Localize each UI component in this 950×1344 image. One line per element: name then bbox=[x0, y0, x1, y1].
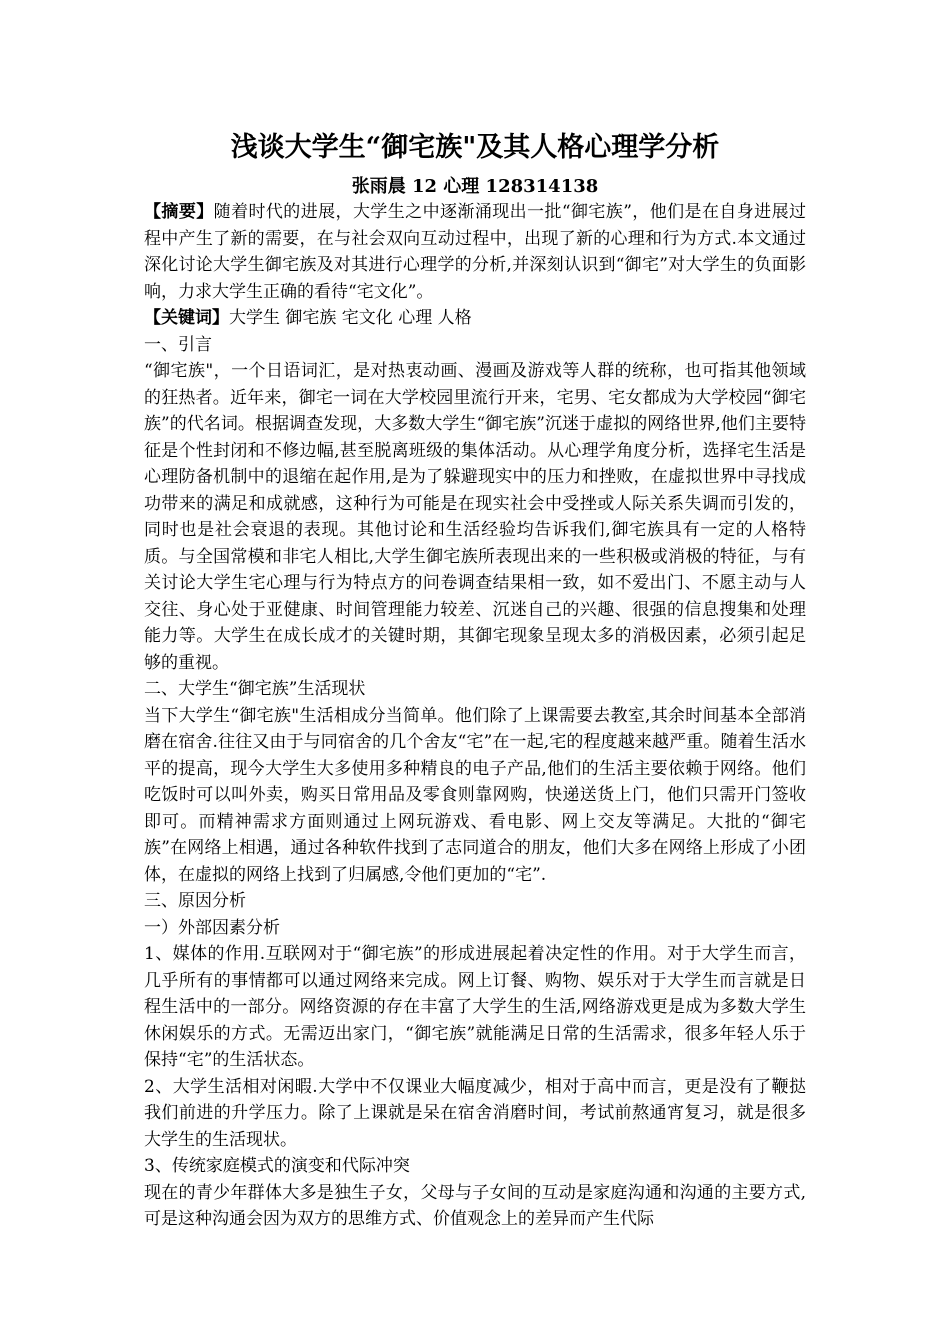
section-heading: 二、大学生“御宅族”生活现状 bbox=[144, 679, 366, 699]
document-title: 浅谈大学生“御宅族"及其人格心理学分析 bbox=[230, 132, 720, 163]
keywords-text: 大学生 御宅族 宅文化 心理 人格 bbox=[229, 308, 472, 328]
body-paragraph: 现在的青少年群体大多是独生子女，父母与子女间的互动是家庭沟通和沟通的主要方式,可是这种沟通会因为双方的思维方式、价值观念上的差异而产生代际 bbox=[144, 1182, 806, 1229]
keywords-paragraph bbox=[144, 305, 806, 332]
abstract-text: 随着时代的进展，大学生之中逐渐涌现出一批“御宅族”，他们是在自身进展过程中产生了新的需要，在与社会双向互动过程中，出现了新的心理和行为方式.本文通过深化讨论大学生御宅族及对其进行心理学的分析,并深刻认识到“御宅”对大学生的负面影响，力求大学生正确的看待“宅文化”。 bbox=[144, 202, 807, 302]
subsection-heading: 3、传统家庭模式的演变和代际冲突 bbox=[144, 1156, 410, 1176]
section-heading: 一、引言 bbox=[144, 334, 212, 355]
section-heading: 三、原因分析 bbox=[144, 891, 246, 911]
document-body bbox=[144, 199, 806, 1233]
body-paragraph: “御宅族"，一个日语词汇，是对热衷动画、漫画及游戏等人群的统称，也可指其他领域的狂热者。近年来，御宅一词在大学校园里流行开来，宅男、宅女都成为大学校园“御宅族”的代名词。根据调查发现，大多数大学生“御宅族”沉迷于虚拟的网络世界,他们主要特征是个性封闭和不修边幅,甚至脱离班级的集体活动。从心理学角度分析，选择宅生活是心理防备机制中的退缩在起作用,是为了躲避现实中的压力和挫败，在虚拟世界中寻找成功带来的满足和成就感，这种行为可能是在现实社会中受挫或人际关系失调而引发的，同时也是社会衰退的表现。其他讨论和生活经验均告诉我们,御宅族具有一定的人格特质。与全国常模和非宅人相比,大学生御宅族所表现出来的一些积极或消极的特征，与有关讨论大学生宅心理与行为特点方的问卷调查结果相一致，如不爱出门、不愿主动与人交往、身心处于亚健康、时间管理能力较差、沉迷自己的兴趣、很强的信息搜集和处理能力等。大学生在成长成才的关键时期，其御宅现象呈现太多的消极因素，必须引起足够的重视。 bbox=[144, 361, 806, 673]
abstract-label: 【摘要】 bbox=[144, 202, 214, 222]
body-paragraph: 2、大学生活相对闲暇.大学中不仅课业大幅度减少，相对于高中而言，更是没有了鞭挞我们前进的升学压力。除了上课就是呆在宿舍消磨时间，考试前熬通宵复习，就是很多大学生的生活现状。 bbox=[144, 1076, 806, 1150]
keywords-label: 【关键词】 bbox=[144, 308, 229, 328]
body-paragraph: 当下大学生“御宅族"生活相成分当简单。他们除了上课需要去教室,其余时间基本全部消磨在宿舍.往往又由于与同宿舍的几个舍友“宅”在一起,宅的程度越来越严重。随着生活水平的提高，现今大学生大多使用多种精良的电子产品,他们的生活主要依赖于网络。他们吃饭时可以叫外卖，购买日常用品及零食则靠网购，快递送货上门，他们只需开门签收即可。而精神需求方面则通过上网玩游戏、看电影、网上交友等满足。大批的“御宅族”在网络上相遇，通过各种软件找到了志同道合的朋友，他们大多在网络上形成了小团体，在虚拟的网络上找到了归属感,令他们更加的“宅”. bbox=[144, 705, 806, 885]
subsection-heading: 一）外部因素分析 bbox=[144, 917, 280, 938]
abstract-paragraph bbox=[144, 199, 806, 305]
body-paragraph: 1、媒体的作用.互联网对于“御宅族”的形成进展起着决定性的作用。对于大学生而言，几乎所有的事情都可以通过网络来完成。网上订餐、购物、娱乐对于大学生而言就是日程生活中的一部分。网络资源的存在丰富了大学生的生活,网络游戏更是成为多数大学生休闲娱乐的方式。无需迈出家门，“御宅族”就能满足日常的生活需求，很多年轻人乐于保持“宅”的生活状态。 bbox=[144, 944, 806, 1070]
document-author: 张雨晨 12 心理 128314138 bbox=[351, 176, 599, 197]
